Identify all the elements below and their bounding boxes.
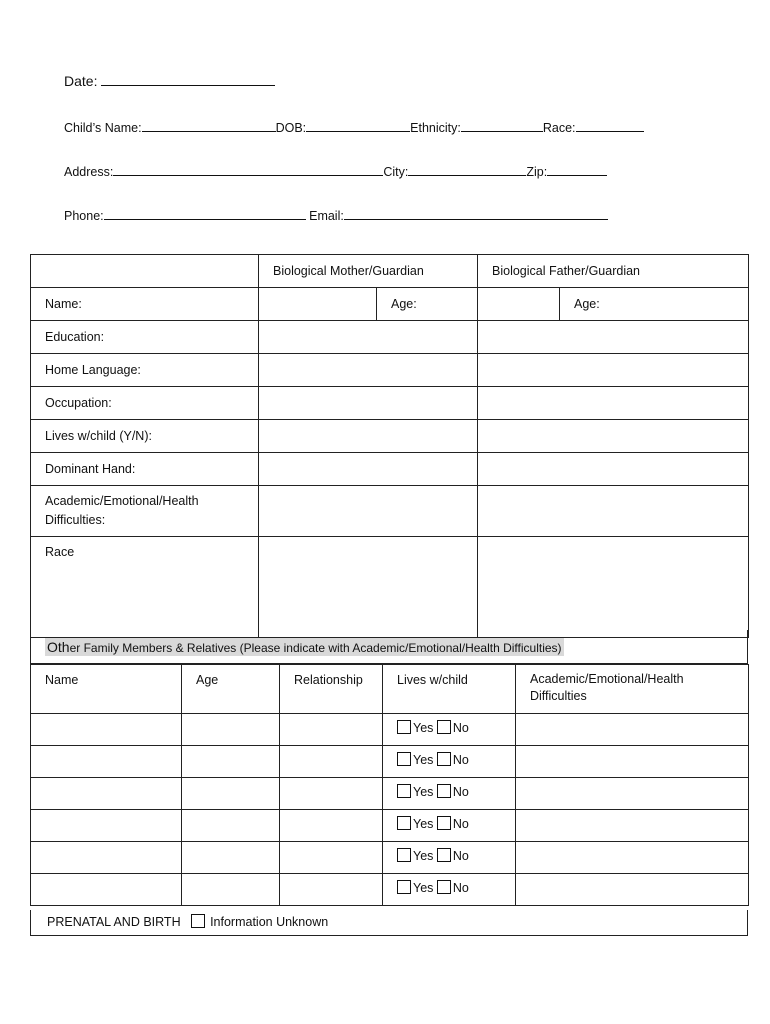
yes-checkbox[interactable]	[397, 720, 411, 734]
other-family-title-lead: Oth	[47, 639, 70, 655]
race-field[interactable]	[576, 118, 644, 132]
date-label: Date:	[64, 73, 98, 89]
no-checkbox[interactable]	[437, 816, 451, 830]
name-label: Name:	[31, 288, 259, 321]
dominant-hand-row	[31, 453, 749, 486]
mother-header: Biological Mother/Guardian	[259, 255, 478, 288]
father-language-cell[interactable]	[478, 354, 749, 387]
relative-lives-cell	[383, 778, 516, 810]
relative-age-cell[interactable]	[182, 714, 280, 746]
relative-row	[31, 746, 749, 778]
yes-label: Yes	[413, 881, 434, 895]
no-label: No	[452, 753, 469, 767]
yes-label: Yes	[413, 785, 434, 799]
lives-with-child-row	[31, 420, 749, 453]
ethnicity-field[interactable]	[461, 118, 543, 132]
difficulties-label-line2: Difficulties:	[45, 513, 106, 527]
relative-age-cell[interactable]	[182, 874, 280, 906]
relative-name-cell[interactable]	[31, 874, 182, 906]
parents-header-row	[31, 255, 749, 288]
education-row	[31, 321, 749, 354]
mother-age-label[interactable]: Age:	[377, 288, 478, 321]
email-field[interactable]	[344, 206, 608, 220]
no-checkbox[interactable]	[437, 752, 451, 766]
other-family-title	[45, 638, 564, 656]
phone-label: Phone:	[64, 209, 104, 223]
relative-difficulties-cell[interactable]	[516, 714, 749, 746]
email-label: Email:	[309, 209, 344, 223]
parents-table	[30, 254, 749, 638]
occupation-row	[31, 387, 749, 420]
relative-row	[31, 810, 749, 842]
date-line	[64, 72, 275, 89]
prenatal-line	[47, 914, 328, 929]
no-checkbox[interactable]	[437, 880, 451, 894]
relative-lives-cell	[383, 810, 516, 842]
address-line	[64, 162, 607, 179]
no-label: No	[452, 785, 469, 799]
lives-with-child-label: Lives w/child (Y/N):	[31, 420, 259, 453]
no-checkbox[interactable]	[437, 720, 451, 734]
relative-lives-cell	[383, 746, 516, 778]
no-label: No	[452, 849, 469, 863]
father-hand-cell[interactable]	[478, 453, 749, 486]
relative-relationship-cell[interactable]	[280, 714, 383, 746]
address-label: Address:	[64, 165, 114, 179]
date-field[interactable]	[101, 72, 275, 86]
father-difficulties-cell[interactable]	[478, 486, 749, 537]
prenatal-section	[30, 910, 748, 936]
father-name-cell[interactable]	[478, 288, 560, 321]
occupation-label: Occupation:	[31, 387, 259, 420]
col-age: Age	[182, 665, 280, 714]
home-language-row	[31, 354, 749, 387]
education-label: Education:	[31, 321, 259, 354]
no-label: No	[452, 881, 469, 895]
contact-line	[64, 206, 608, 223]
no-label: No	[452, 721, 469, 735]
father-race-cell[interactable]	[478, 537, 749, 638]
zip-label: Zip:	[526, 165, 548, 179]
relative-relationship-cell[interactable]	[280, 810, 383, 842]
city-label: City:	[383, 165, 409, 179]
yes-label: Yes	[413, 817, 434, 831]
mother-hand-cell[interactable]	[259, 453, 478, 486]
relative-relationship-cell[interactable]	[280, 746, 383, 778]
relative-relationship-cell[interactable]	[280, 874, 383, 906]
col-lives: Lives w/child	[383, 665, 516, 714]
mother-difficulties-cell[interactable]	[259, 486, 478, 537]
relative-difficulties-cell[interactable]	[516, 746, 749, 778]
relative-age-cell[interactable]	[182, 842, 280, 874]
relatives-table	[30, 664, 749, 906]
relative-relationship-cell[interactable]	[280, 842, 383, 874]
other-family-title-rest: er Family Members & Relatives (Please indicate with Academic/Emotional/Health Difficulties)	[69, 641, 562, 655]
yes-checkbox[interactable]	[397, 848, 411, 862]
relative-row	[31, 842, 749, 874]
no-label: No	[452, 817, 469, 831]
relative-name-cell[interactable]	[31, 842, 182, 874]
yes-checkbox[interactable]	[397, 784, 411, 798]
mother-lives-cell[interactable]	[259, 420, 478, 453]
childs-name-field[interactable]	[142, 118, 276, 132]
col-difficulties-line1: Academic/Emotional/Health	[530, 672, 684, 686]
blank-header-cell	[31, 255, 259, 288]
mother-race-cell[interactable]	[259, 537, 478, 638]
col-relationship: Relationship	[280, 665, 383, 714]
father-occupation-cell[interactable]	[478, 387, 749, 420]
relative-age-cell[interactable]	[182, 810, 280, 842]
mother-occupation-cell[interactable]	[259, 387, 478, 420]
no-checkbox[interactable]	[437, 848, 451, 862]
father-header: Biological Father/Guardian	[478, 255, 749, 288]
mother-language-cell[interactable]	[259, 354, 478, 387]
relative-lives-cell	[383, 874, 516, 906]
no-checkbox[interactable]	[437, 784, 451, 798]
information-unknown-label: Information Unknown	[210, 915, 329, 929]
relative-age-cell[interactable]	[182, 746, 280, 778]
home-language-label: Home Language:	[31, 354, 259, 387]
relative-lives-cell	[383, 842, 516, 874]
difficulties-label-line1: Academic/Emotional/Health	[45, 494, 199, 508]
col-difficulties-line2: Difficulties	[530, 689, 587, 703]
mother-education-cell[interactable]	[259, 321, 478, 354]
relative-difficulties-cell[interactable]	[516, 842, 749, 874]
yes-label: Yes	[413, 849, 434, 863]
relative-name-cell[interactable]	[31, 778, 182, 810]
yes-checkbox[interactable]	[397, 880, 411, 894]
phone-field[interactable]	[104, 206, 306, 220]
mother-name-cell[interactable]	[259, 288, 377, 321]
zip-field[interactable]	[547, 162, 607, 176]
relative-row	[31, 778, 749, 810]
col-difficulties	[516, 665, 749, 714]
race-label: Race:	[542, 121, 576, 135]
childs-name-label: Child’s Name:	[64, 121, 142, 135]
relative-difficulties-cell[interactable]	[516, 778, 749, 810]
child-info-line	[64, 118, 644, 135]
relative-row	[31, 874, 749, 906]
information-unknown-checkbox[interactable]	[191, 914, 205, 928]
race-row-label: Race	[31, 537, 259, 638]
relatives-header-row	[31, 665, 749, 714]
relative-name-cell[interactable]	[31, 810, 182, 842]
father-education-cell[interactable]	[478, 321, 749, 354]
dob-field[interactable]	[306, 118, 410, 132]
yes-label: Yes	[413, 753, 434, 767]
address-field[interactable]	[113, 162, 383, 176]
relative-name-cell[interactable]	[31, 746, 182, 778]
other-family-title-bar	[30, 630, 748, 664]
col-name: Name	[31, 665, 182, 714]
race-row	[31, 537, 749, 638]
yes-checkbox[interactable]	[397, 816, 411, 830]
city-field[interactable]	[408, 162, 526, 176]
dominant-hand-label: Dominant Hand:	[31, 453, 259, 486]
difficulties-row	[31, 486, 749, 537]
dob-label: DOB:	[275, 121, 307, 135]
yes-checkbox[interactable]	[397, 752, 411, 766]
relative-relationship-cell[interactable]	[280, 778, 383, 810]
yes-label: Yes	[413, 721, 434, 735]
relative-name-cell[interactable]	[31, 714, 182, 746]
relative-row	[31, 714, 749, 746]
difficulties-label	[31, 486, 259, 537]
father-age-label[interactable]: Age:	[560, 288, 749, 321]
relative-difficulties-cell[interactable]	[516, 810, 749, 842]
relative-lives-cell	[383, 714, 516, 746]
prenatal-label: PRENATAL AND BIRTH	[47, 915, 181, 929]
father-lives-cell[interactable]	[478, 420, 749, 453]
relative-age-cell[interactable]	[182, 778, 280, 810]
relative-difficulties-cell[interactable]	[516, 874, 749, 906]
name-row	[31, 288, 749, 321]
ethnicity-label: Ethnicity:	[410, 121, 461, 135]
